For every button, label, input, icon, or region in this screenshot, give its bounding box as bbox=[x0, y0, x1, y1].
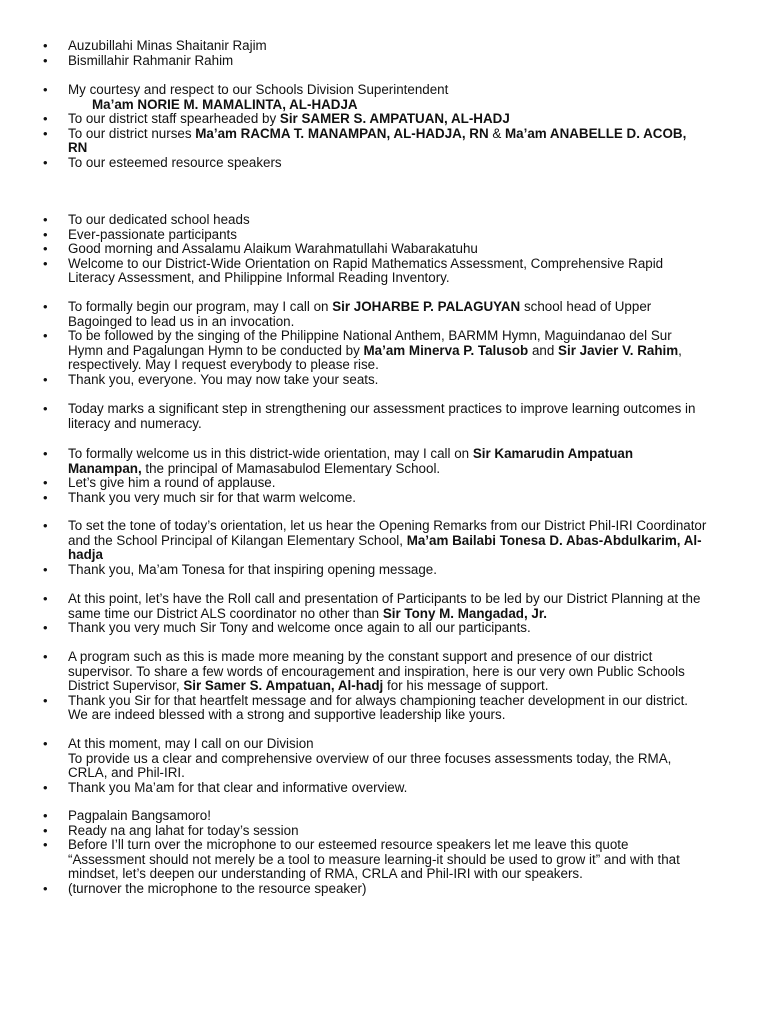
list-item: • Before I’ll turn over the microphone to our esteemed resource speakers let me leave this quote “Assessment should not merely be a tool to measure learning-it should be used to grow it” and with that mindset, let’s deepen our understanding of RMA, CRLA and Phil-IRI with our speakers. bbox=[0, 838, 708, 882]
list-item: • My courtesy and respect to our Schools Division Superintendent bbox=[0, 83, 708, 98]
list-item: • Pagpalain Bangsamoro! bbox=[0, 809, 708, 824]
list-item: • Good morning and Assalamu Alaikum Warahmatullahi Wabarakatuhu bbox=[0, 242, 708, 257]
list-item: • Thank you, everyone. You may now take your seats. bbox=[0, 373, 708, 388]
list-item: • Thank you Ma’am for that clear and informative overview. bbox=[0, 781, 708, 796]
list-item: • Thank you very much Sir Tony and welcome once again to all our participants. bbox=[0, 621, 708, 636]
list-item: • Let’s give him a round of applause. bbox=[0, 476, 708, 491]
welcome-section bbox=[0, 447, 768, 505]
list-item: • To set the tone of today’s orientation, let us hear the Opening Remarks from our District Phil-IRI Coordinator and the School Principal of Kilangan Elementary School, Ma’am Bailabi Tonesa D. Abas-Abdulkarim, Al-hadja bbox=[0, 519, 708, 563]
list-item: • Today marks a significant step in strengthening our assessment practices to improve learning outcomes in literacy and numeracy. bbox=[0, 402, 708, 431]
greetings bbox=[0, 213, 768, 286]
list-item: • At this point, let’s have the Roll call and presentation of Participants to be led by our District Planning at the same time our District ALS coordinator no other than Sir Tony M. Mangadad, Jr. bbox=[0, 592, 708, 621]
message-of-support-section bbox=[0, 650, 768, 723]
overview-section bbox=[0, 737, 768, 795]
superintendent-name: Ma’am NORIE M. MAMALINTA, AL-HADJA bbox=[92, 96, 358, 112]
list-item: • To formally welcome us in this district-wide orientation, may I call on Sir Kamarudin Ampatuan Manampan, the principal of Mamasabulod Elementary School. bbox=[0, 447, 708, 476]
list-item: • To our district staff spearheaded by Sir SAMER S. AMPATUAN, AL-HADJ bbox=[0, 112, 708, 127]
roll-call-section bbox=[0, 592, 768, 636]
list-item: • Bismillahir Rahmanir Rahim bbox=[0, 54, 708, 69]
list-item: • Ready na ang lahat for today’s session bbox=[0, 824, 708, 839]
list-item: • To our district nurses Ma’am RACMA T. MANAMPAN, AL-HADJA, RN & Ma’am ANABELLE D. ACOB, RN bbox=[0, 127, 698, 156]
list-item: • Ever-passionate participants bbox=[0, 228, 708, 243]
list-item: • At this moment, may I call on our Division To provide us a clear and comprehensive overview of our three focuses assessments today, the RMA, CRLA, and Phil-IRI. bbox=[0, 737, 708, 781]
acknowledgements bbox=[0, 83, 768, 171]
list-item: • Thank you very much sir for that warm welcome. bbox=[0, 491, 708, 506]
list-item: • To formally begin our program, may I call on Sir JOHARBE P. PALAGUYAN school head of Upper Bagoinged to lead us in an invocation. bbox=[0, 300, 708, 329]
invocation-section bbox=[0, 300, 768, 388]
list-item: • Thank you Sir for that heartfelt message and for always championing teacher development in our district. We are indeed blessed with a strong and supportive leadership like yours. bbox=[0, 694, 708, 723]
significance-statement bbox=[0, 402, 768, 431]
list-item: • Auzubillahi Minas Shaitanir Rajim bbox=[0, 39, 708, 54]
list-item: • A program such as this is made more meaning by the constant support and presence of our district supervisor. To share a few words of encouragement and inspiration, here is our very own Public Schools District Supervisor, Sir Samer S. Ampatuan, Al-hadj for his message of support. bbox=[0, 650, 708, 694]
list-item: • To our dedicated school heads bbox=[0, 213, 708, 228]
opening-remarks-section bbox=[0, 519, 768, 577]
list-item: • Welcome to our District-Wide Orientation on Rapid Mathematics Assessment, Comprehensive Rapid Literacy Assessment, and Philippine Informal Reading Inventory. bbox=[0, 257, 708, 286]
list-item: • To our esteemed resource speakers bbox=[0, 156, 708, 171]
closing-section bbox=[0, 809, 768, 897]
list-item: • (turnover the microphone to the resource speaker) bbox=[0, 882, 708, 897]
opening-prayers bbox=[0, 39, 768, 68]
list-item: • To be followed by the singing of the Philippine National Anthem, BARMM Hymn, Maguindanao del Sur Hymn and Pagalungan Hymn to be conducted by Ma’am Minerva P. Talusob and Sir Javier V. Rahim, respectively. May I request everybody to please rise. bbox=[0, 329, 708, 373]
list-item: • Thank you, Ma’am Tonesa for that inspiring opening message. bbox=[0, 563, 708, 578]
